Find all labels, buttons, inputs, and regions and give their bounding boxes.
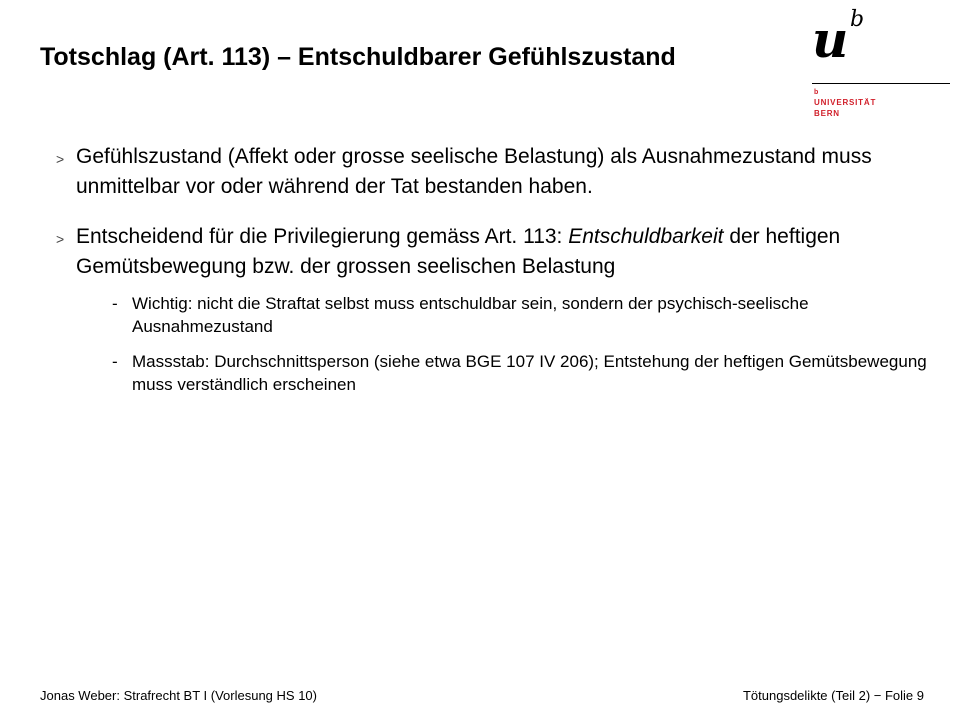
bullet-item xyxy=(56,142,936,202)
footer-slide-info: Tötungsdelikte (Teil 2) − Folie 9 xyxy=(742,688,924,703)
logo-university: UNIVERSITÄT xyxy=(814,98,877,107)
sub-bullet-item xyxy=(112,292,932,338)
logo-mark: u xyxy=(812,10,849,69)
footer-author: Jonas Weber: Strafrecht BT I (Vorlesung HS 10) xyxy=(40,688,317,703)
bullet-text-continued: der heftigen Gemütsbewegung bzw. der grossen seelischen Belastung xyxy=(76,225,841,278)
logo-bern: BERN xyxy=(814,109,840,118)
sub-bullet-text: Massstab: Durchschnittsperson (siehe etwa BGE 107 IV 206); Entstehung der heftigen Gemütsbewegung muss verständlich erscheinen xyxy=(132,352,927,394)
bullet-text: Entscheidend für die Privilegierung gemäss Art. 113: xyxy=(76,225,569,248)
university-logo xyxy=(812,8,952,120)
logo-superscript: b xyxy=(850,7,865,32)
sub-bullet-marker: - xyxy=(112,352,118,371)
slide-title: Totschlag (Art. 113) – Entschuldbarer Gefühlszustand xyxy=(40,43,676,71)
slide-content xyxy=(56,142,936,408)
sub-bullet-text: Wichtig: nicht die Straftat selbst muss entschuldbar sein, sondern der psychisch-seelische Ausnahmezustand xyxy=(132,294,809,336)
bullet-marker: > xyxy=(56,231,65,247)
logo-small-letter: b xyxy=(814,89,819,96)
bullet-emphasis: Entschuldbarkeit xyxy=(568,225,724,248)
bullet-marker: > xyxy=(56,151,65,167)
bullet-item xyxy=(56,222,936,282)
sub-bullet-list xyxy=(56,292,936,396)
logo-rule xyxy=(812,83,950,84)
bullet-text: Gefühlszustand (Affekt oder grosse seelische Belastung) als Ausnahmezustand muss unmittelbar vor oder während der Tat bestanden haben. xyxy=(76,145,872,198)
sub-bullet-item xyxy=(112,350,932,396)
sub-bullet-marker: - xyxy=(112,294,118,313)
